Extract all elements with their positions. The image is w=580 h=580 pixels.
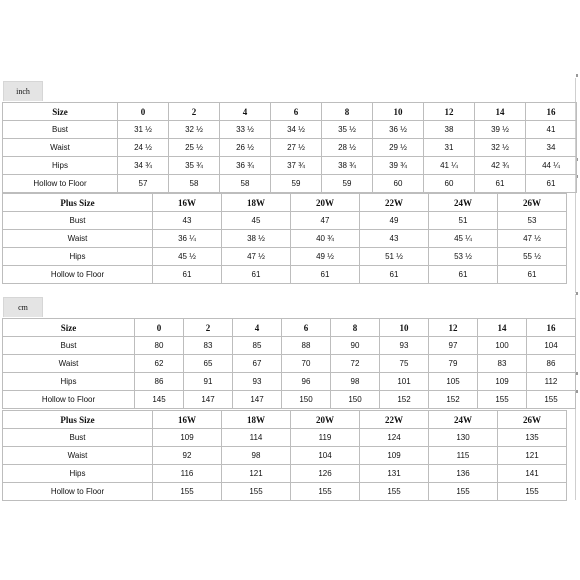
table-row	[3, 373, 576, 391]
size-header-cell: 2	[169, 103, 220, 121]
table-row	[3, 121, 577, 139]
table-row	[3, 355, 576, 373]
size-header-cell: 16	[527, 319, 576, 337]
measurement-cell: 34 ½	[271, 121, 322, 139]
measurement-cell: 36 ¼	[153, 230, 222, 248]
measurement-cell: 49	[360, 212, 429, 230]
measurement-cell: 49 ½	[291, 248, 360, 266]
table-row	[3, 212, 567, 230]
measurement-cell: 42 ¾	[475, 157, 526, 175]
row-label-cell: Waist	[3, 355, 135, 373]
measurement-cell: 124	[360, 429, 429, 447]
measurement-cell: 27 ½	[271, 139, 322, 157]
measurement-cell: 97	[429, 337, 478, 355]
measurement-cell: 112	[527, 373, 576, 391]
size-header-cell: 24W	[429, 411, 498, 429]
table-row	[3, 391, 576, 409]
measurement-cell: 85	[233, 337, 282, 355]
measurement-cell: 57	[118, 175, 169, 193]
row-label-cell: Waist	[3, 230, 153, 248]
measurement-cell: 121	[222, 465, 291, 483]
measurement-cell: 38	[424, 121, 475, 139]
measurement-cell: 147	[184, 391, 233, 409]
header-label-cell: Plus Size	[3, 411, 153, 429]
measurement-cell: 145	[135, 391, 184, 409]
measurement-cell: 60	[373, 175, 424, 193]
measurement-cell: 115	[429, 447, 498, 465]
measurement-cell: 43	[153, 212, 222, 230]
measurement-cell: 34 ¾	[118, 157, 169, 175]
measurement-cell: 147	[233, 391, 282, 409]
row-label-cell: Bust	[3, 121, 118, 139]
measurement-cell: 43	[360, 230, 429, 248]
row-label-cell: Hips	[3, 465, 153, 483]
header-label-cell: Size	[3, 319, 135, 337]
measurement-cell: 152	[429, 391, 478, 409]
size-header-cell: 24W	[429, 194, 498, 212]
measurement-cell: 26 ½	[220, 139, 271, 157]
row-label-cell: Waist	[3, 447, 153, 465]
measurement-cell: 45 ¼	[429, 230, 498, 248]
measurement-cell: 51	[429, 212, 498, 230]
table-row	[3, 139, 577, 157]
measurement-cell: 59	[271, 175, 322, 193]
measurement-cell: 83	[184, 337, 233, 355]
measurement-cell: 55 ½	[498, 248, 567, 266]
measurement-cell: 152	[380, 391, 429, 409]
measurement-cell: 24 ½	[118, 139, 169, 157]
measurement-cell: 155	[291, 483, 360, 501]
measurement-cell: 58	[220, 175, 271, 193]
header-row	[3, 319, 576, 337]
measurement-cell: 79	[429, 355, 478, 373]
cm-plus-size-table	[2, 410, 567, 501]
row-label-cell: Hips	[3, 373, 135, 391]
tab-label: inch	[16, 87, 30, 96]
measurement-cell: 114	[222, 429, 291, 447]
measurement-cell: 61	[498, 266, 567, 284]
row-label-cell: Bust	[3, 337, 135, 355]
table-row	[3, 429, 567, 447]
size-header-cell: 26W	[498, 411, 567, 429]
inch-size-table	[2, 102, 577, 193]
measurement-cell: 109	[360, 447, 429, 465]
measurement-cell: 155	[153, 483, 222, 501]
row-label-cell: Hollow to Floor	[3, 175, 118, 193]
measurement-cell: 62	[135, 355, 184, 373]
table-row	[3, 230, 567, 248]
measurement-cell: 116	[153, 465, 222, 483]
measurement-cell: 44 ¼	[526, 157, 577, 175]
measurement-cell: 47	[291, 212, 360, 230]
measurement-cell: 150	[331, 391, 380, 409]
table-row	[3, 248, 567, 266]
measurement-cell: 86	[527, 355, 576, 373]
measurement-cell: 25 ½	[169, 139, 220, 157]
measurement-cell: 47 ½	[498, 230, 567, 248]
measurement-cell: 80	[135, 337, 184, 355]
edge-marker	[576, 372, 578, 375]
measurement-cell: 31	[424, 139, 475, 157]
measurement-cell: 155	[429, 483, 498, 501]
measurement-cell: 75	[380, 355, 429, 373]
measurement-cell: 37 ¾	[271, 157, 322, 175]
tab-inch[interactable]	[3, 81, 43, 101]
size-header-cell: 14	[478, 319, 527, 337]
measurement-cell: 29 ½	[373, 139, 424, 157]
measurement-cell: 41	[526, 121, 577, 139]
measurement-cell: 47 ½	[222, 248, 291, 266]
table-row	[3, 157, 577, 175]
measurement-cell: 31 ½	[118, 121, 169, 139]
tab-cm[interactable]	[3, 297, 43, 317]
measurement-cell: 34	[526, 139, 577, 157]
measurement-cell: 150	[282, 391, 331, 409]
measurement-cell: 96	[282, 373, 331, 391]
measurement-cell: 38 ½	[222, 230, 291, 248]
table-row	[3, 337, 576, 355]
inch-plus-size-table	[2, 193, 567, 284]
measurement-cell: 36 ¾	[220, 157, 271, 175]
size-header-cell: 16W	[153, 194, 222, 212]
row-label-cell: Bust	[3, 212, 153, 230]
size-header-cell: 14	[475, 103, 526, 121]
measurement-cell: 28 ½	[322, 139, 373, 157]
measurement-cell: 86	[135, 373, 184, 391]
measurement-cell: 53 ½	[429, 248, 498, 266]
measurement-cell: 65	[184, 355, 233, 373]
cm-size-table	[2, 318, 576, 409]
size-header-cell: 0	[118, 103, 169, 121]
measurement-cell: 155	[498, 483, 567, 501]
measurement-cell: 90	[331, 337, 380, 355]
measurement-cell: 135	[498, 429, 567, 447]
measurement-cell: 39 ½	[475, 121, 526, 139]
table-row	[3, 175, 577, 193]
size-header-cell: 20W	[291, 194, 360, 212]
measurement-cell: 119	[291, 429, 360, 447]
measurement-cell: 61	[360, 266, 429, 284]
measurement-cell: 109	[153, 429, 222, 447]
measurement-cell: 61	[429, 266, 498, 284]
size-header-cell: 10	[373, 103, 424, 121]
measurement-cell: 61	[222, 266, 291, 284]
measurement-cell: 155	[360, 483, 429, 501]
size-header-cell: 0	[135, 319, 184, 337]
header-label-cell: Plus Size	[3, 194, 153, 212]
measurement-cell: 38 ¾	[322, 157, 373, 175]
size-header-cell: 26W	[498, 194, 567, 212]
measurement-cell: 60	[424, 175, 475, 193]
size-header-cell: 12	[424, 103, 475, 121]
row-label-cell: Hollow to Floor	[3, 266, 153, 284]
measurement-cell: 155	[527, 391, 576, 409]
measurement-cell: 61	[526, 175, 577, 193]
size-header-cell: 6	[282, 319, 331, 337]
size-header-cell: 22W	[360, 194, 429, 212]
table-row	[3, 447, 567, 465]
measurement-cell: 51 ½	[360, 248, 429, 266]
measurement-cell: 35 ¾	[169, 157, 220, 175]
header-row	[3, 194, 567, 212]
tab-label: cm	[18, 303, 28, 312]
edge-marker	[576, 390, 578, 393]
measurement-cell: 155	[478, 391, 527, 409]
measurement-cell: 83	[478, 355, 527, 373]
size-header-cell: 12	[429, 319, 478, 337]
measurement-cell: 126	[291, 465, 360, 483]
measurement-cell: 136	[429, 465, 498, 483]
measurement-cell: 131	[360, 465, 429, 483]
row-label-cell: Hollow to Floor	[3, 483, 153, 501]
measurement-cell: 36 ½	[373, 121, 424, 139]
measurement-cell: 93	[233, 373, 282, 391]
measurement-cell: 61	[153, 266, 222, 284]
measurement-cell: 67	[233, 355, 282, 373]
measurement-cell: 45	[222, 212, 291, 230]
measurement-cell: 70	[282, 355, 331, 373]
measurement-cell: 104	[527, 337, 576, 355]
measurement-cell: 72	[331, 355, 380, 373]
measurement-cell: 121	[498, 447, 567, 465]
size-header-cell: 18W	[222, 411, 291, 429]
size-header-cell: 4	[233, 319, 282, 337]
measurement-cell: 101	[380, 373, 429, 391]
header-row	[3, 411, 567, 429]
size-header-cell: 2	[184, 319, 233, 337]
measurement-cell: 92	[153, 447, 222, 465]
measurement-cell: 59	[322, 175, 373, 193]
table-row	[3, 465, 567, 483]
table-row	[3, 266, 567, 284]
size-header-cell: 4	[220, 103, 271, 121]
row-label-cell: Hips	[3, 157, 118, 175]
size-header-cell: 8	[322, 103, 373, 121]
header-row	[3, 103, 577, 121]
measurement-cell: 155	[222, 483, 291, 501]
measurement-cell: 53	[498, 212, 567, 230]
measurement-cell: 104	[291, 447, 360, 465]
size-header-cell: 16W	[153, 411, 222, 429]
row-label-cell: Bust	[3, 429, 153, 447]
measurement-cell: 91	[184, 373, 233, 391]
measurement-cell: 35 ½	[322, 121, 373, 139]
measurement-cell: 40 ¾	[291, 230, 360, 248]
edge-marker	[576, 74, 578, 77]
measurement-cell: 98	[222, 447, 291, 465]
table-row	[3, 483, 567, 501]
measurement-cell: 109	[478, 373, 527, 391]
measurement-cell: 93	[380, 337, 429, 355]
measurement-cell: 32 ½	[475, 139, 526, 157]
edge-marker	[576, 292, 578, 295]
measurement-cell: 32 ½	[169, 121, 220, 139]
measurement-cell: 98	[331, 373, 380, 391]
measurement-cell: 41 ¼	[424, 157, 475, 175]
measurement-cell: 58	[169, 175, 220, 193]
row-label-cell: Hips	[3, 248, 153, 266]
measurement-cell: 39 ¾	[373, 157, 424, 175]
header-label-cell: Size	[3, 103, 118, 121]
size-header-cell: 10	[380, 319, 429, 337]
measurement-cell: 105	[429, 373, 478, 391]
size-header-cell: 6	[271, 103, 322, 121]
size-header-cell: 20W	[291, 411, 360, 429]
measurement-cell: 45 ½	[153, 248, 222, 266]
size-header-cell: 18W	[222, 194, 291, 212]
measurement-cell: 61	[475, 175, 526, 193]
size-header-cell: 22W	[360, 411, 429, 429]
measurement-cell: 61	[291, 266, 360, 284]
measurement-cell: 100	[478, 337, 527, 355]
size-header-cell: 8	[331, 319, 380, 337]
measurement-cell: 88	[282, 337, 331, 355]
size-header-cell: 16	[526, 103, 577, 121]
row-label-cell: Waist	[3, 139, 118, 157]
measurement-cell: 130	[429, 429, 498, 447]
measurement-cell: 141	[498, 465, 567, 483]
measurement-cell: 33 ½	[220, 121, 271, 139]
row-label-cell: Hollow to Floor	[3, 391, 135, 409]
